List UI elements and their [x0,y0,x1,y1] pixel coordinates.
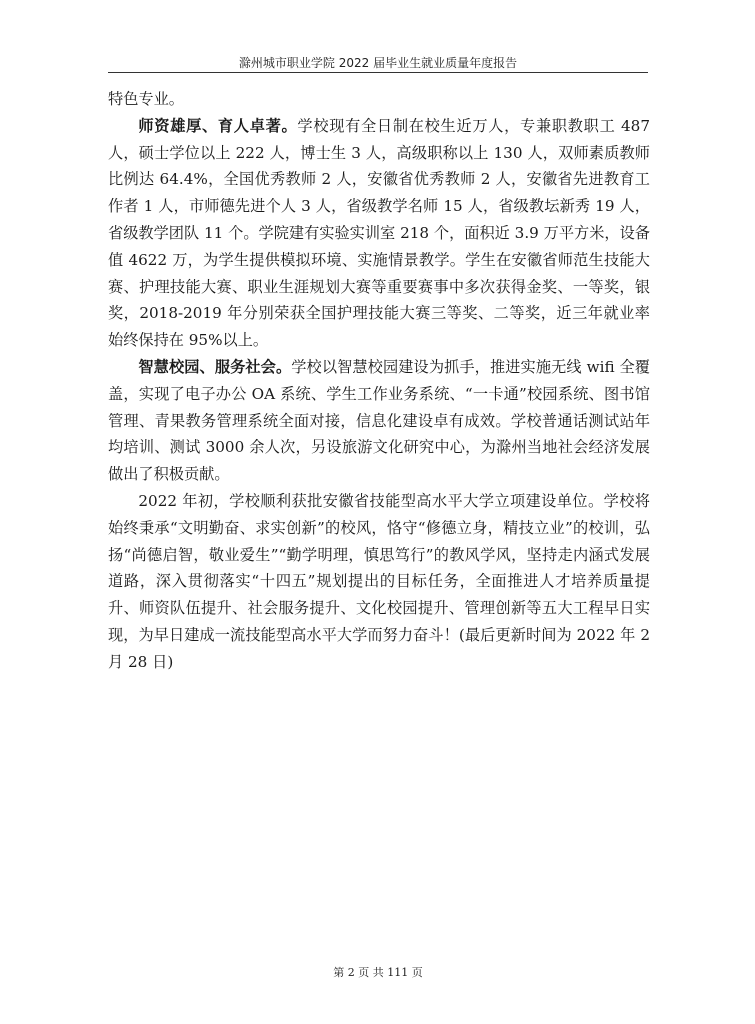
header-divider [108,72,648,73]
paragraph-continuation [108,86,650,113]
paragraph-lead-heading: 师资雄厚、育人卓著。 [138,116,298,135]
paragraph-text: 学校现有全日制在校生近万人，专兼职教职工 487 人，硕士学位以上 222 人，博士生 3 人，高级职称以上 130 人，双师素质教师比例达 64.4%，全国优秀教师 2 人，安徽省优秀教师 2 人，安徽省先进教育工作者 1 人，市师德先进个人 3 人，省级教学名师 15 人，省级教坛新秀 19 人，省级教学团队 11 个。学院建有实验实训室 218 个，面积近 3.9 万平方米，设备值 4622 万，为学生提供模拟环境、实施情景教学。学生在安徽省师范生技能大赛、护理技能大赛、职业生涯规划大赛等重要赛事中多次获得金奖、一等奖，银奖，2018-2019 年分别荣获全国护理技能大赛三等奖、二等奖，近三年就业率始终保持在 95%以上。 [108,116,650,350]
document-body [108,86,650,676]
paragraph-text: 特色专业。 [108,90,184,108]
paragraph-text: 学校以智慧校园建设为抓手，推进实施无线 wifi 全覆盖，实现了电子办公 OA 系统、学生工作业务系统、“一卡通”校园系统、图书馆管理、青果教务管理系统全面对接，信息化建设卓有成效。学校普通话测试站年均培训、测试 3000 余人次，另设旅游文化研究中心，为滁州当地社会经济发展做出了积极贡献。 [108,357,650,484]
paragraph-smart-campus [108,354,650,488]
paragraph-faculty [108,113,650,354]
paragraph-text: 2022 年初，学校顺利获批安徽省技能型高水平大学立项建设单位。学校将始终秉承“文明勤奋、求实创新”的校风，恪守“修德立身，精技立业”的校训，弘扬“尚德启智，敬业爱生”“勤学明理，慎思笃行”的教风学风，坚持走内涵式发展道路，深入贯彻落实“十四五”规划提出的目标任务，全面推进人才培养质量提升、师资队伍提升、社会服务提升、文化校园提升、管理创新等五大工程早日实现，为早日建成一流技能型高水平大学而努力奋斗！(最后更新时间为 2022 年 2 月 28 日) [108,491,650,671]
page-number: 第 2 页 共 111 页 [333,966,423,979]
page-header-title: 滁州城市职业学院 2022 届毕业生就业质量年度报告 [238,56,518,70]
paragraph-outlook [108,488,650,676]
paragraph-lead-heading: 智慧校园、服务社会。 [138,357,292,376]
